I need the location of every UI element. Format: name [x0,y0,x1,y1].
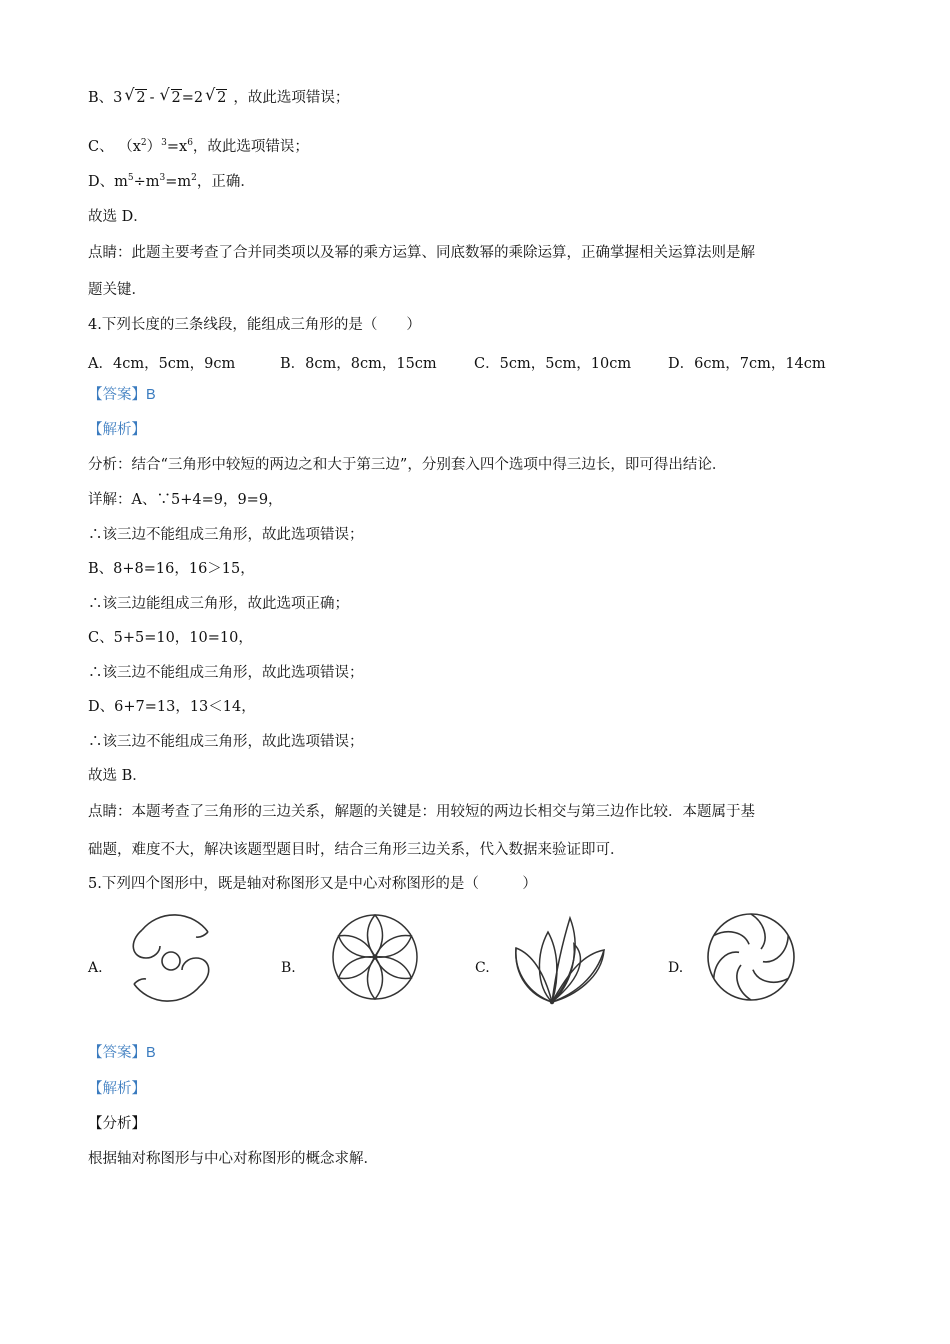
q4-analysis-line: D、6+7=13，13＜14， [88,699,256,715]
q4-analysis-line: 点睛：本题考查了三角形的三边关系，解题的关键是：用较短的两边长相交与第三边作比较．本题属于基 [88,804,755,820]
q3-option-b-line [88,85,350,108]
q5-analysis-tag: 【解析】 [88,1081,146,1097]
q4-analysis-line: 故选 B． [88,768,147,784]
q3-c-exp-inner: 2 [140,138,147,149]
figure-b-flower-circle [330,910,420,1004]
q5-label-d: D. [668,960,684,976]
q4-analysis-line: ∴该三边不能组成三角形，故此选项错误； [88,527,364,543]
q3-b-eq: =2 [181,90,204,106]
q4-analysis-line: ∴该三边不能组成三角形，故此选项错误； [88,734,364,750]
q3-choose: 故选 D． [88,209,148,225]
q3-c-suffix: ，故此选项错误； [192,139,309,155]
q3-b-suffix: ，故此选项错误； [233,90,350,106]
figure-c-lotus [510,914,610,1006]
sqrt2-radical: √ 2 [205,85,227,106]
q3-d-op: ÷m [133,174,160,190]
q5-analysis-sub: 【分析】 [88,1116,146,1132]
q3-d-exp2: 3 [159,173,166,184]
q4-analysis-line: 础题，难度不大，解决该题型题目时，结合三角形三边关系，代入数据来验证即可． [88,842,625,858]
q4-option-c: C．5cm，5cm，10cm [474,356,632,372]
q4-option-b: B．8cm，8cm，15cm [280,356,437,372]
q4-analysis-tag: 【解析】 [88,422,146,438]
q3-d-prefix: D、m [88,174,128,190]
q4-option-d: D．6cm，7cm，14cm [668,356,826,372]
q5-answer: 【答案】B [88,1045,156,1061]
q3-c-close: ） [146,139,162,155]
q5-question: 5.下列四个图形中，既是轴对称图形又是中心对称图形的是（ ） [88,876,537,892]
q3-c-exp-result: 6 [187,138,193,149]
q4-analysis-line: C、5+5=10，10=10， [88,630,253,646]
q3-b-minus: - [149,90,155,106]
q5-analysis-text: 根据轴对称图形与中心对称图形的概念求解． [88,1151,378,1167]
q3-comment-line2: 题关键． [88,282,146,298]
q4-analysis-line: 分析：结合“三角形中较短的两边之和大于第三边”，分别套入四个选项中得三边长，即可得出结论． [88,457,727,473]
q3-comment-line1: 点睛：此题主要考查了合并同类项以及幂的乘方运算、同底数幂的乘除运算，正确掌握相关运算法则是解 [88,245,755,261]
q4-answer: 【答案】B [88,387,156,403]
q5-label-b: B. [281,960,296,976]
q3-d-eq: =m [165,174,192,190]
q3-c-prefix: C、 （x [88,139,141,155]
q4-analysis-line: ∴该三边能组成三角形，故此选项正确； [88,596,349,612]
q3-d-exp3: 2 [191,173,197,184]
figure-d-pinwheel-circle [704,910,798,1004]
figure-a-crab-shape [124,914,218,1002]
q3-c-exp-outer: 3 [161,138,167,149]
q4-analysis-line: B、8+8=16，16＞15， [88,561,255,577]
q4-analysis-line: 详解：A、∵5+4=9，9=9， [88,492,283,508]
q4-question: 4.下列长度的三条线段，能组成三角形的是（ ） [88,317,421,333]
q3-b-prefix: B、3 [88,90,123,106]
q5-label-a: A. [88,960,103,976]
q4-analysis-line: ∴该三边不能组成三角形，故此选项错误； [88,665,364,681]
sqrt2-radical: √ 2 [124,85,146,106]
q3-option-c-line [88,137,309,157]
sqrt2-radical: √ 2 [159,85,181,106]
q3-option-d-line [88,172,255,192]
q4-option-a: A．4cm，5cm，9cm [88,356,236,372]
q3-c-eq: =x [166,139,188,155]
q5-label-c: C. [475,960,490,976]
q3-d-suffix: ，正确． [196,174,255,190]
q3-d-exp1: 5 [127,173,134,184]
